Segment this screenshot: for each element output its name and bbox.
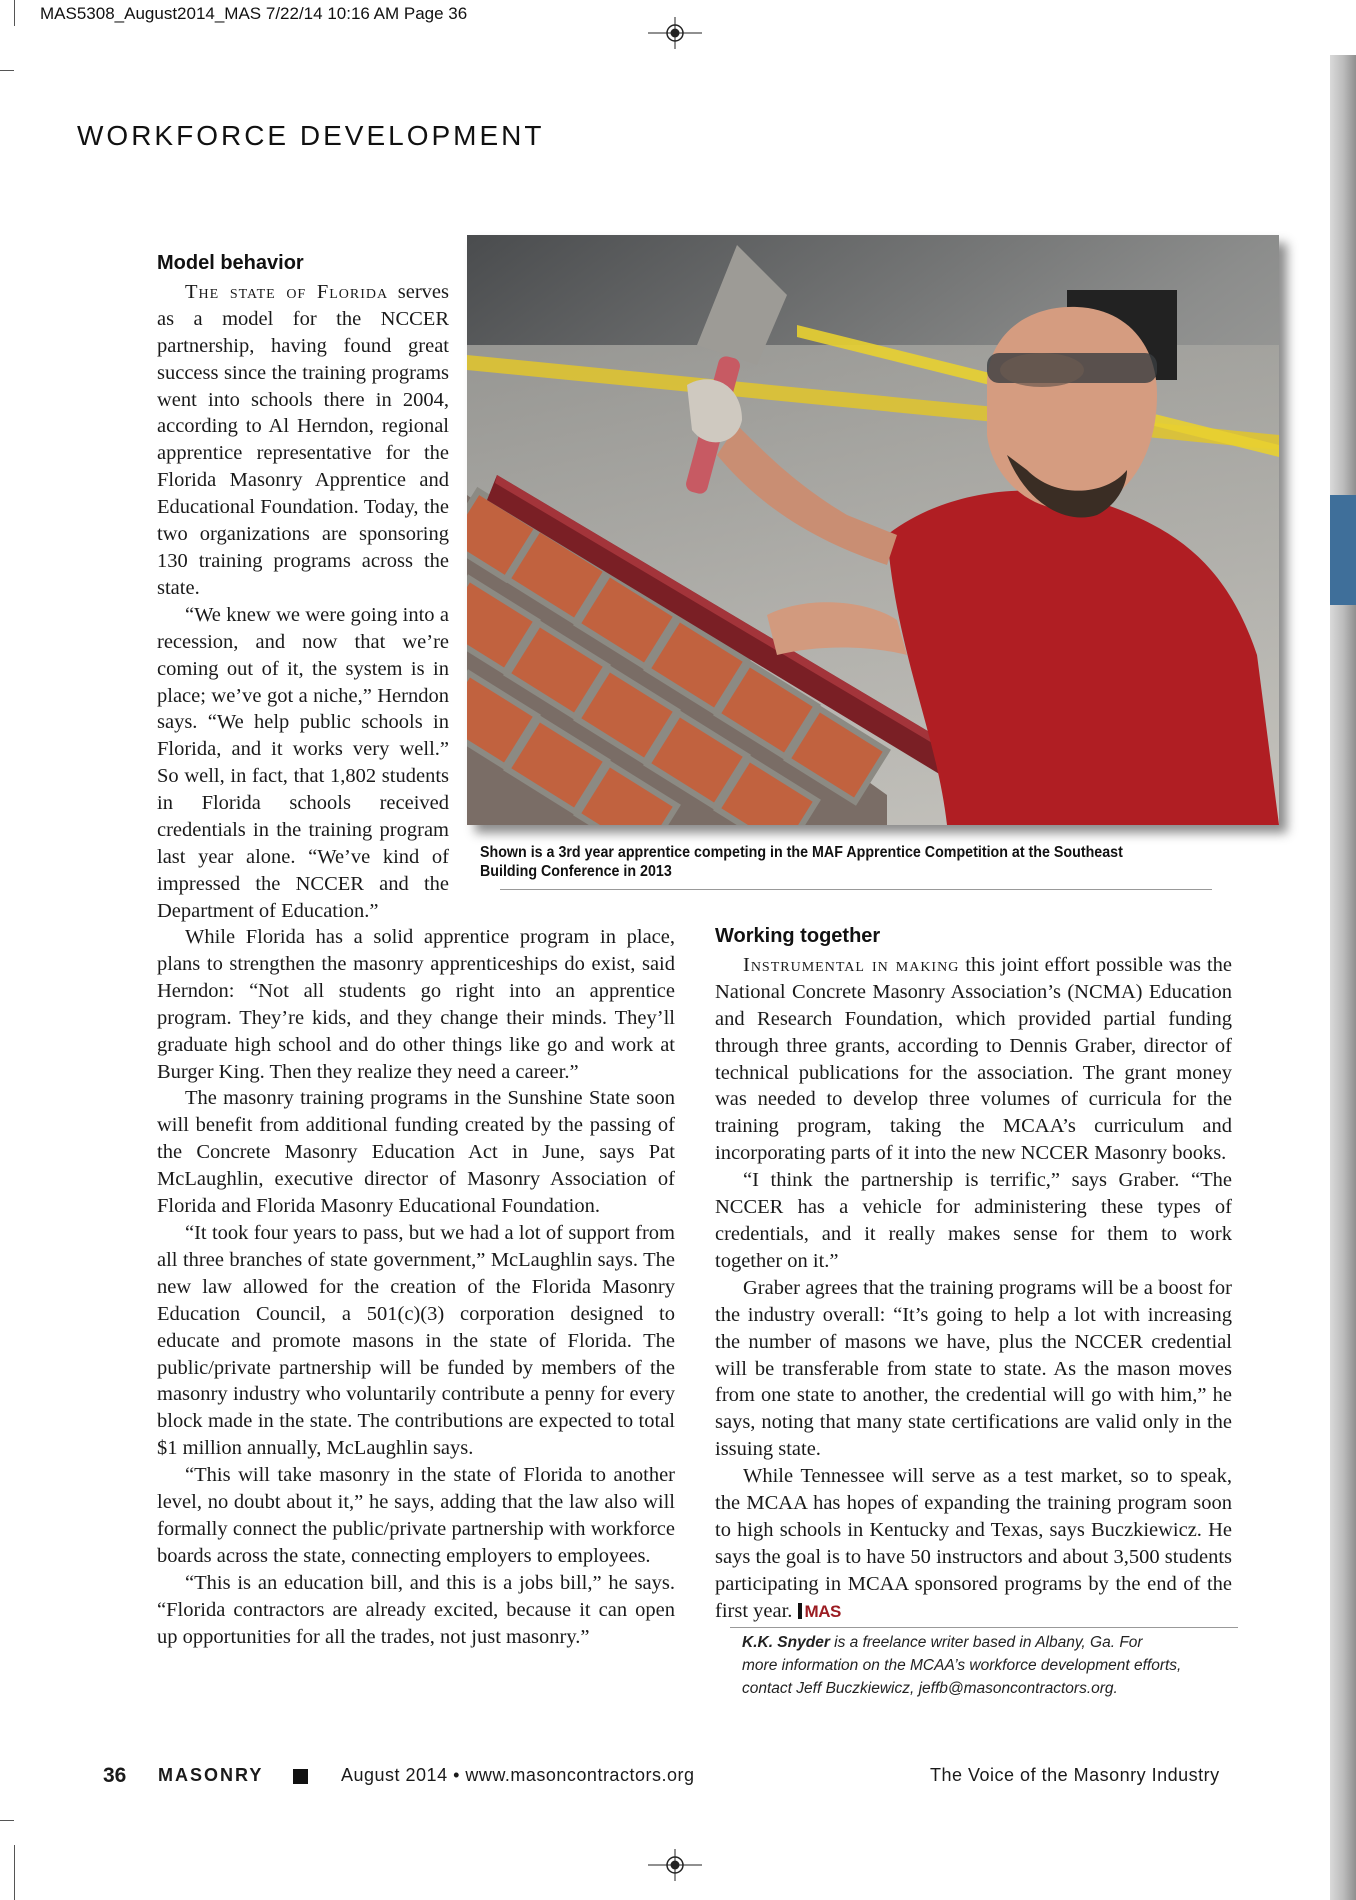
author-bio [742,1631,1182,1700]
end-mark: MAS [798,1602,841,1621]
paragraph-text: While Tennessee will serve as a test market, so to speak, the MCAA has hopes of expanding the training program soon to high schools in Kentucky and Texas, says Buczkiewicz. He says the goal is to have 50 instructors and about 3,500 students participating in MCAA sponsored programs by the end of the first year. [715,1465,1232,1622]
crop-mark [0,70,14,71]
printer-slug: MAS5308_August2014_MAS 7/22/14 10:16 AM Page 36 [40,4,468,23]
paragraph: “This will take masonry in the state of Florida to another level, no doubt about it,” he says, adding that the law also will formally connect the public/private partnership with workforce boards across the state, connecting employers to employees. [157,1464,675,1567]
paragraph: Graber agrees that the training programs will be a boost for the industry overall: “It’s going to help a lot with increasing the number of masons we have, plus the NCCER credential will be transferable from state to state. As the mason moves from one state to another, the credential will go with him,” he says, noting that many state certifications are valid only in the issuing state. [715,1276,1232,1461]
bio-text: is a freelance writer based in Albany, Ga. For more information on the MCAA’s workforce development efforts, contact Jeff Buczkiewicz, jeffb@masoncontractors.org. [742,1634,1182,1697]
square-bullet-icon [293,1769,308,1784]
right-column [715,923,1232,1626]
crop-mark [14,1845,15,1900]
issue-date-url: August 2014 • www.masoncontractors.org [341,1765,695,1785]
paragraph: “We knew we were going into a recession, and now that we’re coming out of it, the system is in place; we’ve got a niche,” Herndon says. “We help public schools in Florida, and it works very well.” So well, in fact, that 1,802 students in Florida schools received credentials in the training program last year alone. “We’ve kind of impressed the NCCER and the Department of Education.” [157,603,449,922]
paragraph [715,952,1232,1167]
paragraph: While Florida has a solid apprentice program in place, plans to strengthen the masonry apprenticeships do exist, said Herndon: “Not all students go right into an apprentice program. They’re kids, and they change their minds. They’ll graduate high school and do other things like go and work at Burger King. Then they realize they need a career.” [157,926,675,1083]
registration-mark-icon [648,1849,702,1881]
section-title: WORKFORCE DEVELOPMENT [77,120,545,151]
caption-divider [500,889,1212,890]
left-column-upper [157,250,449,925]
left-column-lower [157,924,675,1650]
section-edge-tab [1330,495,1356,605]
paragraph: “This is an education bill, and this is a jobs bill,” he says. “Florida contractors are already excited, because it can open up opportunities for all the trades, not just masonry.” [157,1571,675,1648]
registration-mark-icon [648,17,702,49]
page-edge [1330,55,1356,1900]
paragraph: “It took four years to pass, but we had a lot of support from all three branches of state government,” McLaughlin says. The new law allowed for the creation of the Florida Masonry Education Council, a 501(c)(3) corporation designed to educate and promote masons in the state of Florida. The public/private partnership will be funded by members of the masonry industry who voluntarily contribute a penny for every block made in the state. The contributions are expected to total $1 million annually, McLaughlin says. [157,1221,675,1460]
tagline: The Voice of the Masonry Industry [930,1765,1220,1785]
paragraph: The masonry training programs in the Sunshine State soon will benefit from additional funding created by the passing of the Concrete Masonry Education Act in June, says Pat McLaughlin, executive director of Masonry Association of Florida and Florida Masonry Educational Foundation. [157,1087,675,1218]
page-footer [0,1764,1356,1794]
heading-model-behavior: Model behavior [157,252,304,274]
lead-in: The state of Florida [185,280,389,303]
photo-caption: Shown is a 3rd year apprentice competing in the MAF Apprentice Competition at the Southeast Building Conference in 2013 [480,844,1123,880]
lead-in: Instrumental in making [743,953,960,976]
paragraph [157,279,449,602]
paragraph-text: serves as a model for the NCCER partnership, having found great success since the training programs went into schools there in 2004, according to Al Herndon, regional apprentice representative for the Florida Masonry Apprentice and Educational Foundation. Today, the two organizations are sponsoring 130 training programs across the state. [157,280,450,599]
paragraph-text: this joint effort possible was the National Concrete Masonry Association’s (NCMA) Education and Research Foundation, which provided partial funding through three grants, according to Dennis Graber, director of technical publications for the association. The grant money was needed to develop three volumes of curricula for the training program, taking the MCAA’s curriculum and incorporating parts of it into the new NCCER Masonry books. [715,953,1232,1165]
crop-mark [0,1820,14,1821]
paragraph [715,1463,1232,1625]
crop-mark [14,0,15,26]
magazine-name: MASONRY [158,1765,264,1785]
bio-divider [730,1627,1238,1628]
page-number: 36 [103,1764,127,1787]
heading-working-together: Working together [715,925,881,947]
author-name: K.K. Snyder [742,1634,830,1651]
paragraph: “I think the partnership is terrific,” says Graber. “The NCCER has a vehicle for administering these types of credentials, and it really makes sense for them to work together on it.” [715,1169,1232,1272]
article-photo [467,235,1279,825]
apprentice-photo-image [467,235,1279,825]
